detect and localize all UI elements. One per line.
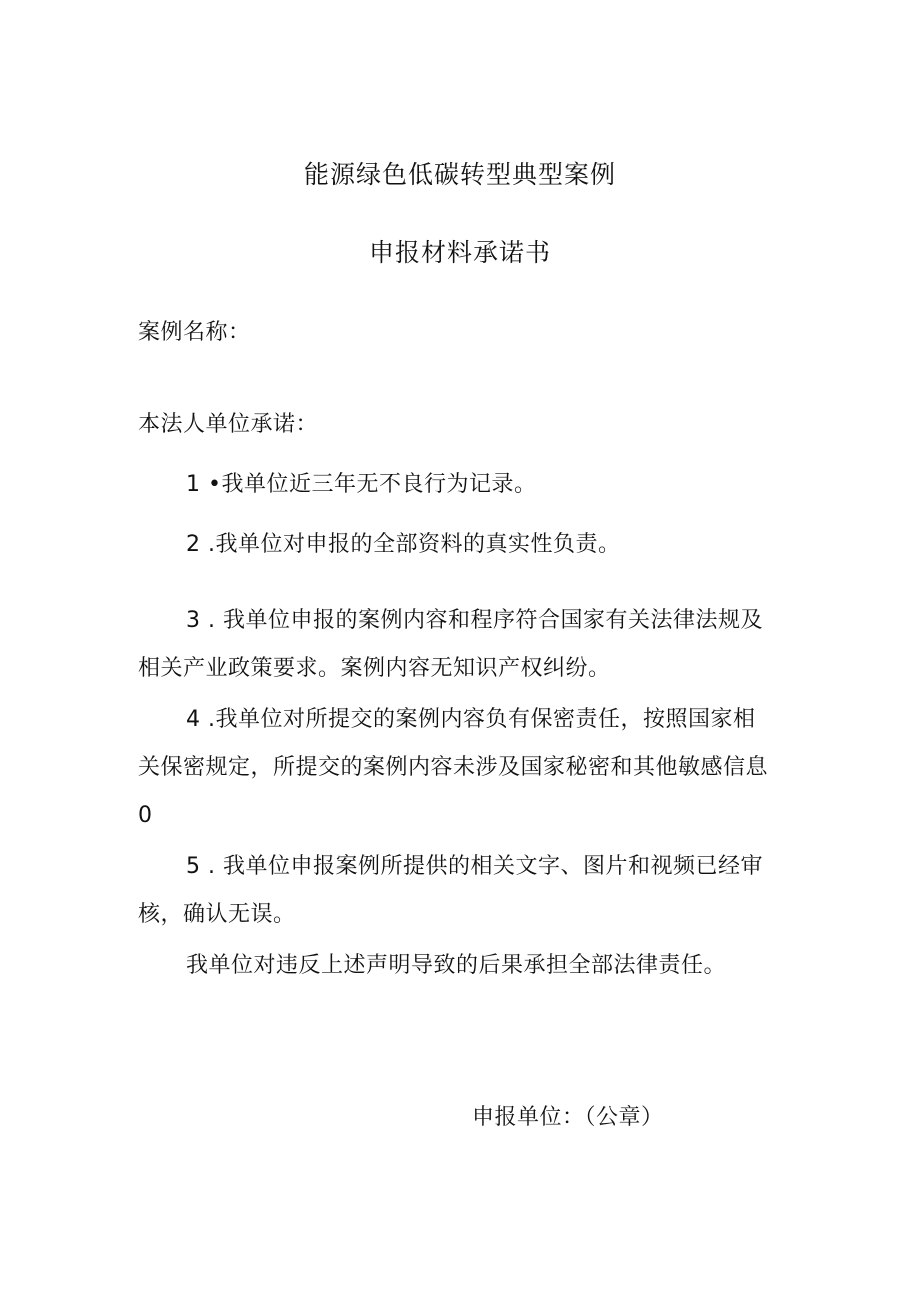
commitment-item-1: 1 •我单位近三年无不良行为记录。 bbox=[186, 472, 537, 497]
document-title: 能源绿色低碳转型典型案例 bbox=[303, 160, 616, 189]
commitment-item-4: 4 .我单位对所提交的案例内容负有保密责任，按照国家相 bbox=[186, 707, 756, 732]
commitment-item-4-continued: 关保密规定，所提交的案例内容未涉及国家秘密和其他敏感信息 bbox=[138, 755, 769, 780]
commitment-item-5-continued: 核，确认无误。 bbox=[138, 902, 296, 927]
closing-statement: 我单位对违反上述声明导致的后果承担全部法律责任。 bbox=[186, 953, 727, 978]
commitment-item-2: 2 .我单位对申报的全部资料的真实性负责。 bbox=[186, 532, 621, 557]
applicant-signature-line: 申报单位：（公章） bbox=[472, 1105, 664, 1130]
commitment-item-5: 5 . 我单位申报案例所提供的相关文字、图片和视频已经审 bbox=[186, 854, 763, 879]
commitment-item-4-end: 0 bbox=[138, 803, 153, 828]
commitment-intro: 本法人单位承诺： bbox=[138, 412, 319, 437]
case-name-label: 案例名称： bbox=[138, 320, 251, 345]
document-subtitle: 申报材料承诺书 bbox=[368, 238, 551, 267]
commitment-item-3: 3 . 我单位申报的案例内容和程序符合国家有关法律法规及 bbox=[186, 608, 763, 633]
commitment-item-3-continued: 相关产业政策要求。案例内容无知识产权纠纷。 bbox=[138, 656, 611, 681]
